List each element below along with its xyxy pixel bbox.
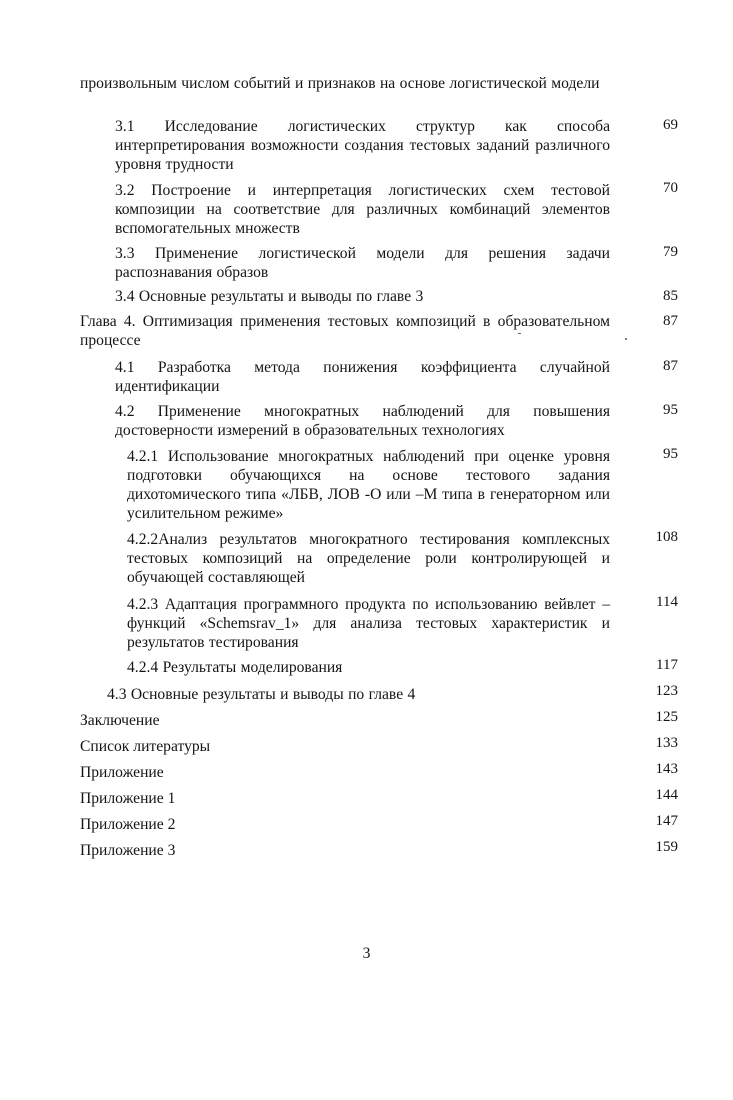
page-number: 3 — [362, 945, 371, 962]
toc-page-4-2-4: 117 — [656, 657, 678, 673]
toc-page-3-4: 85 — [663, 288, 678, 304]
toc-entry-appendix: Приложение — [80, 764, 164, 781]
toc-entry-3-2: 3.2 Построение и интерпретация логистических схем тестовой композиции на соответствие для различных комбинаций элементов вспомогательных множеств — [115, 182, 610, 237]
toc-page-4-2: 95 — [663, 402, 678, 418]
toc-entry-4-3: 4.3 Основные результаты и выводы по главе 4 — [107, 686, 416, 703]
toc-entry-appendix-1: Приложение 1 — [80, 790, 176, 807]
toc-entry-3-1: 3.1 Исследование логистических структур как способа интерпретирования возможности создания тестовых заданий различного уровня трудности — [115, 118, 610, 173]
toc-entry-chapter-4: Глава 4. Оптимизация применения тестовых композиций в образовательном процессе — [80, 313, 610, 349]
toc-page-3-3: 79 — [663, 244, 678, 260]
toc-page-appendix-1: 144 — [655, 787, 678, 803]
scan-speck — [518, 333, 521, 334]
toc-entry-4-2-4: 4.2.4 Результаты моделирования — [127, 659, 343, 676]
toc-entry-appendix-3: Приложение 3 — [80, 842, 176, 859]
toc-page-3-2: 70 — [663, 180, 678, 196]
scan-speck — [625, 338, 627, 340]
toc-page-4-2-2: 108 — [655, 529, 678, 545]
toc-entry-conclusion: Заключение — [80, 712, 160, 729]
toc-page-3-1: 69 — [663, 117, 678, 133]
toc-entry-chapter3-continuation: произвольным числом событий и признаков на основе логистической модели — [80, 75, 600, 92]
toc-page-chapter-4: 87 — [663, 313, 678, 329]
toc-page-appendix-3: 159 — [655, 839, 678, 855]
toc-entry-appendix-2: Приложение 2 — [80, 816, 176, 833]
toc-page-4-2-3: 114 — [656, 594, 678, 610]
toc-page-appendix-2: 147 — [655, 813, 678, 829]
toc-entry-3-3: 3.3 Применение логистической модели для решения задачи распознавания образов — [115, 245, 610, 281]
toc-page-4-3: 123 — [655, 683, 678, 699]
toc-entry-4-2-3: 4.2.3 Адаптация программного продукта по использованию вейвлет – функций «Schemsrav_1» для анализа тестовых характеристик и результатов тестирования — [127, 596, 610, 651]
toc-entry-4-1: 4.1 Разработка метода понижения коэффициента случайной идентификации — [115, 359, 610, 395]
toc-entry-4-2-2: 4.2.2Анализ результатов многократного тестирования комплексных тестовых композиций на определение роли контролирующей и обучающей составляющей — [127, 531, 610, 586]
toc-entry-4-2-1: 4.2.1 Использование многократных наблюдений при оценке уровня подготовки обучающихся на основе тестового задания дихотомического типа «ЛБВ, ЛОВ -О или –М типа в генераторном или усилительном режиме» — [127, 448, 610, 522]
toc-entry-bibliography: Список литературы — [80, 738, 211, 755]
toc-page-appendix: 143 — [655, 761, 678, 777]
toc-page-bibliography: 133 — [655, 735, 678, 751]
toc-entry-4-2: 4.2 Применение многократных наблюдений для повышения достоверности измерений в образовательных технологиях — [115, 403, 610, 439]
toc-page-4-2-1: 95 — [663, 446, 678, 462]
toc-page-conclusion: 125 — [655, 709, 678, 725]
toc-page-4-1: 87 — [663, 358, 678, 374]
toc-entry-3-4: 3.4 Основные результаты и выводы по главе 3 — [115, 288, 424, 305]
